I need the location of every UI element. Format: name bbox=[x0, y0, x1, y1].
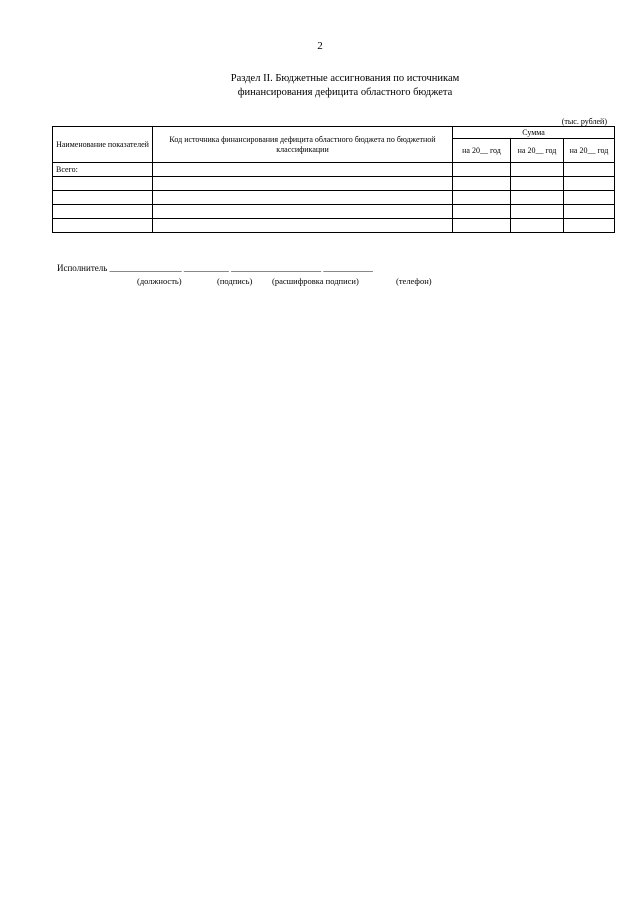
cell-year-1 bbox=[453, 205, 511, 219]
position-label: (должность) bbox=[137, 276, 182, 286]
section-title bbox=[120, 72, 570, 100]
cell-year-3 bbox=[564, 177, 615, 191]
table-row bbox=[53, 205, 615, 219]
table-row bbox=[53, 177, 615, 191]
units-label: (тыс. рублей) bbox=[561, 117, 607, 126]
cell-year-2 bbox=[511, 163, 564, 177]
header-year-2: на 20__ год bbox=[511, 139, 564, 163]
table-row bbox=[53, 191, 615, 205]
header-name: Наименование показателей bbox=[53, 127, 153, 163]
cell-year-1 bbox=[453, 163, 511, 177]
header-year-3: на 20__ год bbox=[564, 139, 615, 163]
cell-name bbox=[53, 177, 153, 191]
cell-year-1 bbox=[453, 191, 511, 205]
cell-name bbox=[53, 191, 153, 205]
cell-year-1 bbox=[453, 219, 511, 233]
cell-code bbox=[153, 191, 453, 205]
table-row bbox=[53, 163, 615, 177]
cell-year-1 bbox=[453, 177, 511, 191]
signature-decoding-label: (расшифровка подписи) bbox=[272, 276, 359, 286]
signature-block bbox=[57, 263, 507, 287]
signature-labels bbox=[57, 273, 507, 287]
cell-code bbox=[153, 205, 453, 219]
cell-code bbox=[153, 219, 453, 233]
cell-name bbox=[53, 205, 153, 219]
section-title-line-1: Раздел II. Бюджетные ассигнования по источникам bbox=[230, 73, 460, 84]
page-number: 2 bbox=[317, 40, 323, 52]
budget-table bbox=[52, 126, 615, 233]
cell-year-3 bbox=[564, 219, 615, 233]
cell-year-2 bbox=[511, 191, 564, 205]
header-year-1: на 20__ год bbox=[453, 139, 511, 163]
header-sum: Сумма bbox=[453, 127, 615, 139]
cell-year-3 bbox=[564, 191, 615, 205]
executor-signature-line: Исполнитель ________________ __________ ____________________ ___________ bbox=[57, 263, 373, 273]
cell-year-2 bbox=[511, 219, 564, 233]
cell-code bbox=[153, 177, 453, 191]
phone-label: (телефон) bbox=[396, 276, 432, 286]
cell-year-3 bbox=[564, 205, 615, 219]
cell-year-3 bbox=[564, 163, 615, 177]
cell-name bbox=[53, 219, 153, 233]
cell-year-2 bbox=[511, 205, 564, 219]
section-title-line-2: финансирования дефицита областного бюджета bbox=[237, 87, 453, 98]
signature-label: (подпись) bbox=[217, 276, 253, 286]
cell-code bbox=[153, 163, 453, 177]
header-code: Код источника финансирования дефицита областного бюджета по бюджетной классификации bbox=[153, 127, 453, 163]
cell-year-2 bbox=[511, 177, 564, 191]
cell-name: Всего: bbox=[53, 163, 153, 177]
table-row bbox=[53, 219, 615, 233]
